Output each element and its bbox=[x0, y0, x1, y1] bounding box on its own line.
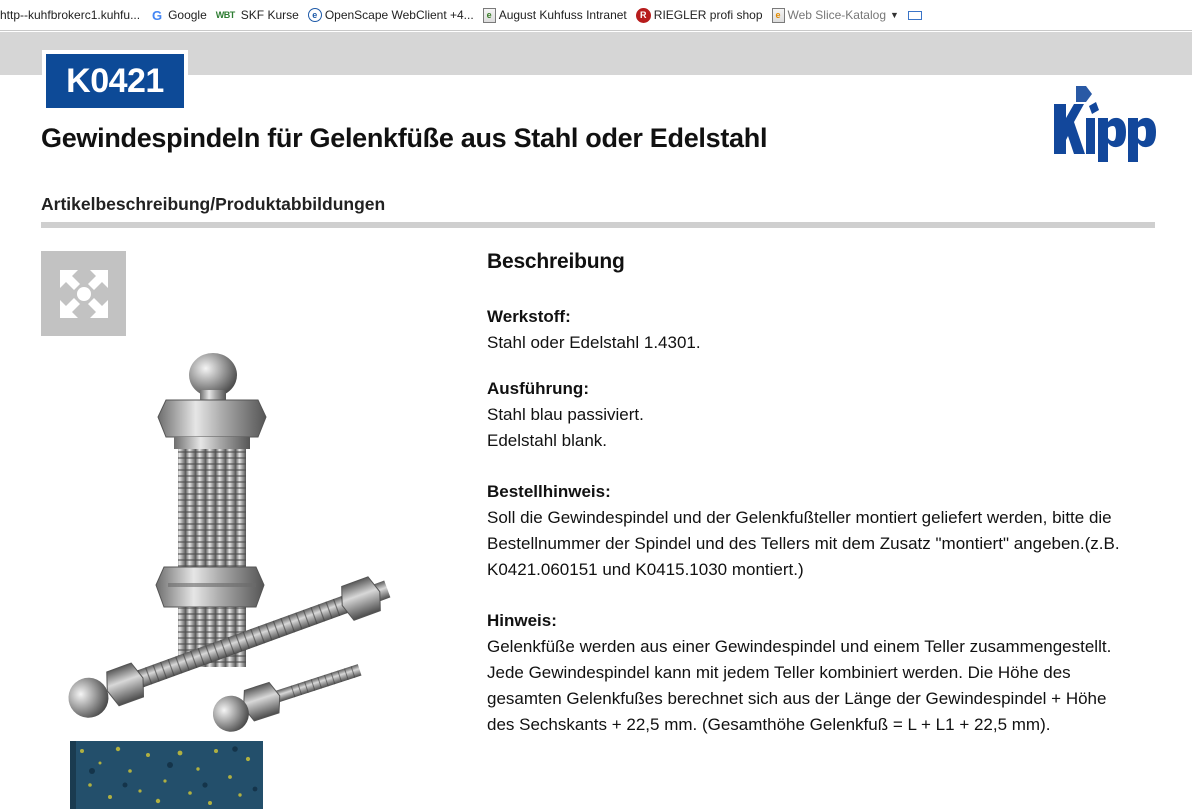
favorite-riegler[interactable] bbox=[636, 8, 763, 23]
favorite-label: SKF Kurse bbox=[240, 8, 299, 22]
web-slice-icon: e bbox=[772, 8, 785, 23]
favorite-skf-kurse[interactable] bbox=[216, 7, 299, 23]
favorite-web-slice[interactable] bbox=[772, 8, 899, 23]
chevron-down-icon[interactable]: ▼ bbox=[890, 10, 899, 20]
favorite-kuhfbroker[interactable] bbox=[0, 8, 140, 22]
favorite-label: August Kuhfuss Intranet bbox=[498, 8, 627, 22]
block-label: Ausführung: bbox=[487, 379, 589, 398]
block-label: Bestellhinweis: bbox=[487, 482, 611, 501]
favorite-label: Google bbox=[168, 8, 207, 22]
globe-icon: e bbox=[308, 8, 322, 22]
granite-texture-image bbox=[70, 741, 263, 809]
riegler-icon: R bbox=[636, 8, 651, 23]
block-text: Stahl blau passiviert. Edelstahl blank. bbox=[487, 405, 644, 450]
product-image bbox=[36, 345, 416, 745]
description-block-werkstoff bbox=[487, 304, 1167, 356]
block-label: Hinweis: bbox=[487, 611, 557, 630]
favorite-label: RIEGLER profi shop bbox=[653, 8, 763, 22]
block-text: Gelenkfüße werden aus einer Gewindespindel und einem Teller zusammengestellt. Jede Gewindespindel kann mit jedem Teller kombiniert werden. Die Höhe des gesamten Gelenkfußes berechnet sich aus der Länge der Gewindespindel + Höhe des Sechskants + 22,5 mm. (Gesamthöhe Gelenkfuß = L + L1 + 22,5 mm). bbox=[487, 637, 1112, 734]
small-logo-icon bbox=[908, 11, 922, 20]
favorite-label: http--kuhfbrokerc1.kuhfu... bbox=[0, 8, 141, 22]
google-icon: G bbox=[152, 7, 163, 23]
wbt-icon: WBT bbox=[215, 10, 235, 20]
product-code-badge bbox=[42, 50, 188, 112]
expand-image-button[interactable] bbox=[41, 251, 126, 336]
description-block-ausfuehrung bbox=[487, 376, 1167, 454]
description-panel bbox=[487, 250, 1167, 763]
favorite-label: Web Slice-Katalog bbox=[787, 8, 886, 22]
favorite-extra[interactable] bbox=[908, 11, 925, 20]
page-icon: e bbox=[483, 8, 496, 23]
page-title: Gewindespindeln für Gelenkfüße aus Stahl oder Edelstahl bbox=[41, 123, 768, 153]
block-text: Stahl oder Edelstahl 1.4301. bbox=[487, 333, 701, 352]
description-block-bestellhinweis bbox=[487, 479, 1167, 583]
favorite-google[interactable] bbox=[149, 7, 207, 23]
expand-arrows-icon bbox=[56, 266, 112, 322]
favorite-label: OpenScape WebClient +4... bbox=[324, 8, 474, 22]
description-block-hinweis bbox=[487, 608, 1167, 738]
block-text: Soll die Gewindespindel und der Gelenkfußteller montiert geliefert werden, bitte die Bestellnummer der Spindel und des Tellers mit dem Zusatz "montiert" angeben.(z.B. K0421.060151 und K0415.1030 montiert.) bbox=[487, 508, 1120, 579]
favorite-intranet[interactable] bbox=[483, 8, 627, 23]
block-label: Werkstoff: bbox=[487, 307, 571, 326]
section-divider bbox=[41, 222, 1155, 228]
section-heading: Artikelbeschreibung/Produktabbildungen bbox=[41, 194, 386, 214]
description-heading: Beschreibung bbox=[487, 250, 625, 273]
product-thumbnail[interactable] bbox=[70, 741, 263, 809]
favorite-openscape[interactable] bbox=[308, 8, 474, 22]
kipp-logo bbox=[1052, 84, 1157, 162]
favorites-bar bbox=[0, 0, 1192, 31]
product-code: K0421 bbox=[46, 54, 184, 108]
